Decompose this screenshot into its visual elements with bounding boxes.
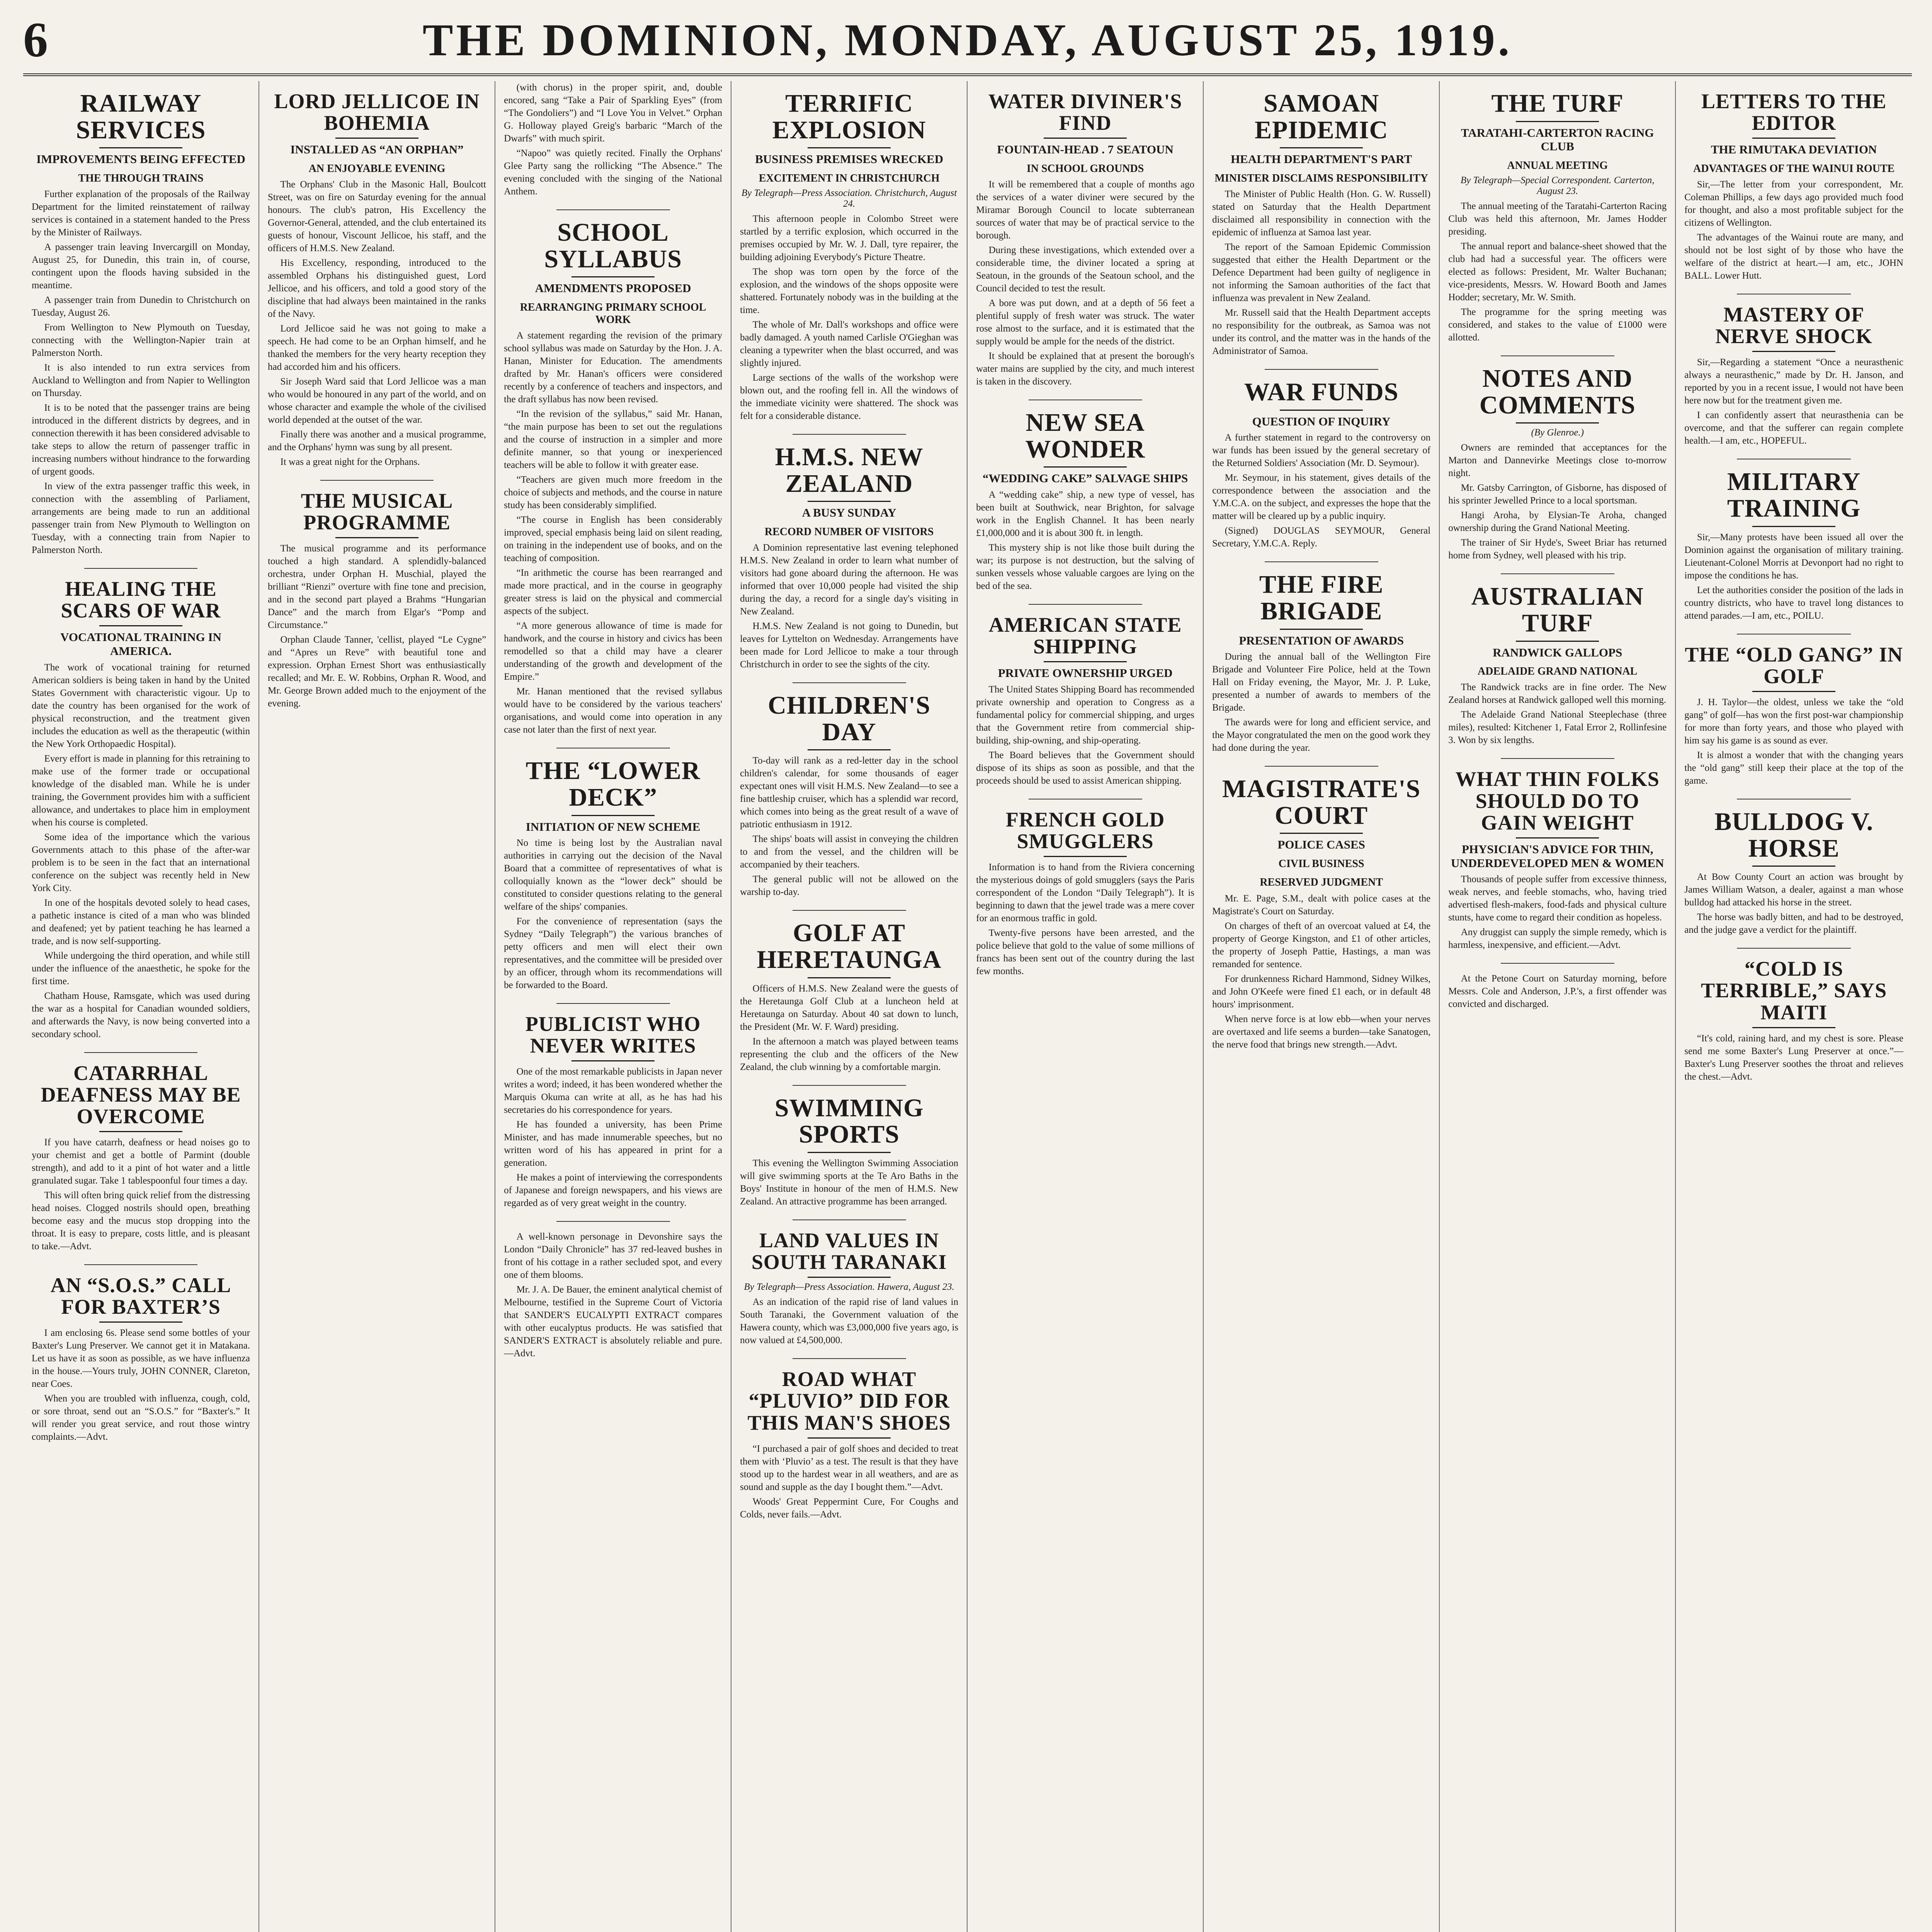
article-subheading: INITIATION OF NEW SCHEME: [526, 820, 701, 833]
article-paragraph: In one of the hospitals devoted solely to head cases, a pathetic instance is cited of a man who was blinded and deafened; yet by patient teaching he has learned a trade, and is now self-supporting.: [32, 897, 250, 946]
headline-rule: [335, 537, 418, 538]
article-paragraph: A Dominion representative last evening telephoned H.M.S. New Zealand in order to learn what number of visitors had gone aboard during the afternoon. He was informed that over 10,000 people had visited the ship during the day, a record for a single day's visiting in New Zealand.: [740, 543, 959, 617]
article: [1684, 304, 1903, 447]
article-separator: [1501, 355, 1614, 356]
article-headline: THE FIRE BRIGADE: [1259, 570, 1384, 625]
article-paragraph: Mr. Seymour, in his statement, gives details of the correspondence between the association and the Y.M.C.A. on the subject, and expresses the hope that the matter will be cleared up by a public inquiry.: [1212, 473, 1431, 522]
article-headline: AN “S.O.S.” CALL FOR BAXTER’S: [50, 1274, 231, 1319]
article-paragraph: In the afternoon a match was played between teams representing the club and the officers of the New Zealand, the club winning by a comfortable margin.: [740, 1036, 959, 1072]
article: [1684, 958, 1903, 1083]
newspaper-columns: [23, 81, 1912, 1932]
article-paragraph: The Orphans' Club in the Masonic Hall, Boulcott Street, was on fire on Saturday evening for the annual honours. The club's patron, His Excellency the Governor-General, attended, and the club entertained its guests of honour, Viscount Jellicoe, his staff, and the officers of H.M.S. New Zealand.: [268, 179, 486, 254]
article: [1448, 583, 1667, 747]
article-paragraph: Lord Jellicoe said he was not going to make a speech. He had come to be an Orphan himself, and he thanked the members for the very hearty reception they had accorded him and his officers.: [268, 323, 486, 372]
article-paragraph: At Bow County Court an action was brought by James William Watson, a dealer, against a man whose bulldog had attacked his horse in the street.: [1684, 872, 1903, 908]
headline-rule: [1280, 833, 1363, 834]
headline-rule: [1752, 866, 1835, 867]
headline-rule: [1752, 1027, 1835, 1028]
article-paragraph: It should be explained that at present the borough's water mains are supplied by the city, and much interest is taken in the discovery.: [976, 351, 1195, 387]
article-byline: By Telegraph—Press Association. Hawera, August 23.: [744, 1282, 954, 1293]
article-subheading: THE THROUGH TRAINS: [78, 172, 204, 184]
article-paragraph: H.M.S. New Zealand is not going to Dunedin, but leaves for Lyttelton on Wednesday. Arrangements have been made for Lord Jellicoe to make a tour through Christchurch in order to see the sights of the city.: [740, 621, 959, 670]
headline-rule: [808, 977, 891, 978]
article-paragraph: It was a great night for the Orphans.: [280, 457, 420, 468]
article-paragraph: On charges of theft of an overcoat valued at £4, the property of George Kingston, and £1 of other articles, the property of Joseph Pattie, Hastings, a man was remanded for sentence.: [1212, 920, 1431, 969]
article-paragraph: Information is to hand from the Riviera concerning the mysterious doings of gold smugglers (says the Paris correspondent of the London “Daily Telegraph”). It is beginning to dawn that the jewel trade was a mere cover for an enormous traffic in gold.: [976, 862, 1195, 924]
headline-rule: [1044, 661, 1127, 662]
newspaper-column-4: [731, 81, 968, 1932]
headline-rule: [1044, 138, 1127, 139]
article-separator: [84, 1264, 198, 1265]
article: [976, 809, 1194, 978]
article-separator: [556, 209, 670, 210]
article-separator: [1265, 369, 1378, 370]
article-separator: [556, 1003, 670, 1004]
article-separator: [1501, 573, 1614, 574]
headline-rule: [1044, 466, 1127, 468]
article-headline: PUBLICIST WHO NEVER WRITES: [525, 1012, 701, 1058]
headline-rule: [1280, 410, 1363, 411]
article: [504, 81, 722, 198]
article: [740, 90, 958, 422]
article: [1212, 571, 1430, 754]
article-separator: [1501, 963, 1614, 964]
article-paragraph: A passenger train from Dunedin to Christchurch on Tuesday, August 26.: [32, 295, 250, 318]
article-paragraph: One of the most remarkable publicists in Japan never writes a word; indeed, it has been wondered whether the Marquis Okuma can write at all, as he has had his secretaries do his correspondence for years.: [504, 1066, 723, 1116]
article-headline: THE MUSICAL PROGRAMME: [301, 489, 453, 534]
article-paragraph: The shop was torn open by the force of the explosion, and the windows of the shops opposite were shattered. Fortunately nobody was in the building at the time.: [740, 267, 959, 316]
article-separator: [1501, 758, 1614, 759]
article-paragraph: Mr. Russell said that the Health Department accepts no responsibility for the outbreak, as Samoa was not under its control, and the matter was in the hands of the Administrator of Samoa.: [1212, 308, 1431, 357]
article-paragraph: Sir Joseph Ward said that Lord Jellicoe was a man who would be honoured in any part of the world, and on whose character and example the whole of the civilised world depended at the outset of the war.: [268, 376, 486, 425]
article-paragraph: The work of vocational training for returned American soldiers is being taken in hand by the United States Government with characteristic vigour. Up to date the country has been organised for the work of physical reconstruction, and the treatment given includes the education as well as the therapeutic (within the New York Orthopaedic Hospital).: [32, 662, 250, 749]
article-headline: MILITARY TRAINING: [1727, 468, 1861, 523]
article-paragraph: “The course in English has been considerably improved, special emphasis being laid on silent reading, on training in the independent use of books, and on the teaching of composition.: [504, 515, 723, 564]
article-headline: NEW SEA WONDER: [1025, 408, 1145, 463]
article-paragraph: It is to be noted that the passenger trains are being introduced in the different districts by degrees, and in connection therewith it has been considered advisable to take steps to allow the return of passenger traffic in increasing numbers without hindrance to the forwarding of urgent goods.: [32, 403, 250, 477]
article-headline: WAR FUNDS: [1244, 378, 1399, 406]
article-paragraph: This afternoon people in Colombo Street were startled by a terrific explosion, which occurred in the premises occupied by Mr. W. J. Dall, tyre repairer, the building adjoining Everybody's Picture Theatre.: [740, 214, 959, 263]
article-subheading: THE RIMUTAKA DEVIATION: [1711, 143, 1877, 156]
newspaper-title: THE DOMINION, MONDAY, AUGUST 25, 1919.: [422, 15, 1513, 65]
article: [1212, 90, 1430, 357]
article-separator: [793, 434, 906, 435]
article-headline: AUSTRALIAN TURF: [1471, 582, 1644, 637]
headline-rule: [571, 815, 655, 816]
article-paragraph: At the Petone Court on Saturday morning, before Messrs. Cole and Anderson, J.P.'s, a first offender was convicted and discharged.: [1448, 973, 1667, 1010]
article-paragraph: A well-known personage in Devonshire says the London “Daily Chronicle” has 37 red-leaved bushes in front of his cottage in a rather secluded spot, and every one of them blooms.: [504, 1231, 723, 1281]
article-headline: SAMOAN EPIDEMIC: [1254, 89, 1388, 144]
article-headline: AMERICAN STATE SHIPPING: [988, 613, 1182, 658]
article-separator: [84, 568, 198, 569]
headline-rule: [808, 147, 891, 148]
article-headline: RAILWAY SERVICES: [76, 89, 206, 144]
article-paragraph: Owners are reminded that acceptances for the Marton and Dannevirke Meetings close to-morrow night.: [1448, 442, 1667, 479]
article-paragraph: Large sections of the walls of the workshop were blown out, and the roofing fell in. All the windows of the immediate vicinity were shattered. The shock was felt for a considerable distance.: [740, 372, 959, 422]
article-headline: NOTES AND COMMENTS: [1479, 364, 1636, 419]
article-paragraph: Officers of H.M.S. New Zealand were the guests of the Heretaunga Golf Club at a luncheon held at Heretaunga on Saturday. About 40 sat down to lunch, the President (Mr. W. F. Ward) presiding.: [740, 983, 959, 1032]
article-separator: [793, 1219, 906, 1220]
article-paragraph: While undergoing the third operation, and while still under the influence of the anaesthetic, he spoke for the first time.: [32, 950, 250, 986]
article-paragraph: For the convenience of representation (says the Sydney “Daily Telegraph”) the various branches of petty officers and men will elect their own representatives, and the committee will be presided over by an officer, through whom its recommendations will be forwarded to the Board.: [504, 916, 723, 991]
masthead: [23, 8, 1912, 76]
article-paragraph: “In arithmetic the course has been rearranged and made more practical, and in the course in geography greater stress is laid on the physical and commercial aspects of the subject.: [504, 568, 723, 617]
article-paragraph: The annual report and balance-sheet showed that the club had had a successful year. The officers were elected as follows: President, Mr. Walter Buchanan; vice-presidents, Messrs. W. Howard Booth and James Hodder; secretary, Mr. W. Smith.: [1448, 241, 1667, 303]
article-headline: THE TURF: [1491, 89, 1624, 117]
article: [504, 1013, 722, 1209]
article-paragraph: Further explanation of the proposals of the Railway Department for the limited reinstatement of railway services is contained in a statement handed to the Press by the Minister of Railways.: [32, 189, 250, 238]
article-headline: MAGISTRATE'S COURT: [1222, 775, 1421, 830]
article-subheading: RANDWICK GALLOPS: [1493, 645, 1622, 659]
article-paragraph: To-day will rank as a red-letter day in the school children's calendar, for some thousands of eager expectant ones will visit H.M.S. New Zealand—to see a fine battleship cruiser, which has a splendid war record, which comes into being as the great result of a wave of patriotic enthusiasm in 1912.: [740, 755, 959, 830]
article-paragraph: The advantages of the Wainui route are many, and should not be lost sight of by those who have the welfare of the district at heart.—I am, etc., JOHN BALL. Lower Hutt.: [1684, 232, 1903, 281]
article-subheading: HEALTH DEPARTMENT'S PART: [1231, 152, 1412, 166]
article: [32, 1062, 250, 1253]
article-paragraph: As an indication of the rapid rise of land values in South Taranaki, the Government valuation of the Hawera county, which was £3,000,000 five years ago, is now valued at £4,500,000.: [740, 1297, 959, 1346]
article: [740, 1230, 958, 1347]
article-paragraph: From Wellington to New Plymouth on Tuesday, connecting with the Wellington-Napier train at Palmerston North.: [32, 322, 250, 359]
article-subheading: AN ENJOYABLE EVENING: [308, 162, 446, 175]
page-number: 6: [23, 12, 48, 67]
article-subheading: TARATAHI-CARTERTON RACING CLUB: [1461, 126, 1654, 153]
article-subheading: MINISTER DISCLAIMS RESPONSIBILITY: [1214, 172, 1428, 184]
article-paragraph: He makes a point of interviewing the correspondents of Japanese and foreign newspapers, and his views are regarded as of very great weight in the country.: [504, 1172, 723, 1209]
article-subheading: VOCATIONAL TRAINING IN AMERICA.: [60, 630, 221, 658]
article: [1212, 379, 1430, 550]
article: [504, 758, 722, 992]
newspaper-column-5: [968, 81, 1204, 1932]
article-paragraph: Hangi Aroha, by Elysian-Te Aroha, changed ownership during the Grand National Meeting.: [1448, 510, 1667, 534]
headline-rule: [808, 1277, 891, 1278]
article-paragraph: Mr. J. A. De Bauer, the eminent analytical chemist of Melbourne, testified in the Supreme Court of Victoria that SANDER'S EUCALYPTI EXTRACT compares with other eucalyptus products. He was satisfied that SANDER'S EXTRACT is absolutely reliable and pure.—Advt.: [504, 1284, 723, 1359]
newspaper-column-1: [23, 81, 259, 1932]
article-paragraph: For drunkenness Richard Hammond, Sidney Wilkes, and John O'Keefe were fined £1 each, or in default 48 hours' imprisonment.: [1212, 973, 1431, 1010]
article-paragraph: “I purchased a pair of golf shoes and decided to treat them with ‘Pluvio’ as a test. The result is that they have stood up to the hardest wear in all weathers, and are as sound and supple as the day I bought them.”—Advt.: [740, 1443, 959, 1492]
article: [740, 692, 958, 898]
article-paragraph: It is almost a wonder that with the changing years the “old gang” still keep their place at the top of the game.: [1684, 750, 1903, 786]
article-paragraph: Let the authorities consider the position of the lads in country districts, who have to travel long distances to attend parades.—I am, etc., POILU.: [1684, 585, 1903, 621]
article-paragraph: The horse was badly bitten, and had to be destroyed, and the judge gave a verdict for the plaintiff.: [1684, 912, 1903, 935]
article-separator: [793, 1358, 906, 1359]
article-paragraph: “In the revision of the syllabus,” said Mr. Hanan, “the main purpose has been to set out the regulations and the course of instruction in a simpler and more definite manner, so that young or inexperienced teachers will be able to follow it with greater ease.: [504, 409, 723, 471]
article-headline: GOLF AT HERETAUNGA: [757, 919, 942, 974]
article-separator: [1029, 604, 1142, 605]
article-paragraph: During the annual ball of the Wellington Fire Brigade and Volunteer Fire Police, held at the Town Hall on Friday evening, the Mayor, Mr. J. P. Luke, presented a number of awards to members of the Brigade.: [1212, 651, 1431, 713]
article-headline: SWIMMING SPORTS: [774, 1094, 924, 1149]
article-separator: [84, 1052, 198, 1053]
article: [976, 410, 1194, 592]
headline-rule: [1752, 138, 1835, 139]
article-paragraph: The Board believes that the Government should dispose of its ships as soon as possible, and that the proceeds should be used to assist American shipping.: [976, 750, 1195, 786]
article-paragraph: Woods' Great Peppermint Cure, For Coughs and Colds, never fails.—Advt.: [740, 1496, 959, 1520]
article: [1448, 90, 1667, 344]
headline-rule: [99, 625, 182, 626]
article-paragraph: This will often bring quick relief from the distressing head noises. Clogged nostrils should open, breathing become easy and the mucus stop dropping into the throat. It is easy to prepare, costs little, and is pleasant to take.—Advt.: [32, 1190, 250, 1252]
headline-rule: [1280, 147, 1363, 148]
headline-rule: [1044, 856, 1127, 857]
article-subheading: POLICE CASES: [1277, 838, 1365, 852]
article-subheading: RESERVED JUDGMENT: [1260, 876, 1383, 889]
article-paragraph: Mr. Hanan mentioned that the revised syllabus would have to be considered by the various teachers' organisations, and would come into operation in any case not later than the first of next year.: [504, 686, 723, 735]
article-paragraph: The general public will not be allowed on the warship to-day.: [740, 874, 959, 898]
article-paragraph: “It's cold, raining hard, and my chest is sore. Please send me some Baxter's Lung Preserver at once.”—Baxter's Lung Preserver soothes the throat and relieves the chest.—Advt.: [1684, 1033, 1903, 1082]
article-separator: [793, 1085, 906, 1086]
article: [740, 444, 958, 671]
article-paragraph: It will be remembered that a couple of months ago the services of a water diviner were secured by the Miramar Borough Council to locate subterranean sources of water that may be of practical service to the borough.: [976, 179, 1195, 241]
article-subheading: IMPROVEMENTS BEING EFFECTED: [36, 152, 245, 166]
article-byline: By Telegraph—Press Association. Christchurch, August 24.: [741, 188, 957, 209]
article-headline: BULLDOG V. HORSE: [1714, 808, 1874, 862]
article: [504, 1230, 722, 1360]
article-headline: THE “LOWER DECK”: [526, 757, 701, 811]
article: [1448, 366, 1667, 562]
article-paragraph: He has founded a university, has been Prime Minister, and has made innumerable speeches, but no written word of his has appeared in print for a generation.: [504, 1119, 723, 1168]
headline-rule: [1516, 837, 1599, 838]
article-separator: [793, 910, 906, 911]
article-paragraph: Every effort is made in planning for this retraining to make use of the former trade or occupational knowledge of the disabled man. While he is under training, the Government provides him with a sufficient allowance, and undertakes to place him in employment when his course is completed.: [32, 753, 250, 828]
headline-rule: [99, 1131, 182, 1132]
article-paragraph: The programme for the spring meeting was considered, and stakes to the value of £1000 were allotted.: [1448, 307, 1667, 343]
headline-rule: [808, 749, 891, 750]
newspaper-column-6: [1204, 81, 1440, 1932]
article-paragraph: A statement regarding the revision of the primary school syllabus was made on Saturday by the Hon. J. A. Hanan, Minister for Education. The amendments drafted by Mr. Hanan's officers were considered recently by a conference of teachers and inspectors, and the draft syllabus has now been revised.: [504, 330, 723, 405]
newspaper-column-8: [1676, 81, 1912, 1932]
article-paragraph: The whole of Mr. Dall's workshops and office were badly damaged. A youth named Carlisle O'Gieghan was cleaning a typewriter when the blast occurred, and was slightly injured.: [740, 320, 959, 369]
article-subheading: EXCITEMENT IN CHRISTCHURCH: [759, 172, 940, 184]
article-byline: By Telegraph—Special Correspondent. Carterton, August 23.: [1460, 175, 1655, 197]
article-separator: [1737, 948, 1851, 949]
article-paragraph: The United States Shipping Board has recommended private ownership and operation to Congress as a fundamental policy for commercial shipping, and urges that the Government retire from commercial ship-building, ship-owning, and ship-operating.: [976, 684, 1195, 746]
headline-rule: [1752, 691, 1835, 692]
article-subheading: REARRANGING PRIMARY SCHOOL WORK: [520, 301, 706, 326]
article-paragraph: Some idea of the importance which the various Governments attach to this phase of the after-war problem is to be seen in the fact that an international conference on the subject was recently held in New York City.: [32, 832, 250, 893]
article-paragraph: Any druggist can supply the simple remedy, which is harmless, inexpensive, and efficient.—Advt.: [1448, 927, 1667, 951]
article-paragraph: If you have catarrh, deafness or head noises go to your chemist and get a bottle of Parmint (double strength), and add to it a pint of hot water and a little granulated sugar. Take 1 tablespoonful four times a day.: [32, 1137, 250, 1186]
article-separator: [1265, 561, 1378, 562]
article-subheading: PRESENTATION OF AWARDS: [1239, 633, 1404, 647]
article: [1684, 809, 1903, 936]
article-headline: THE “OLD GANG” IN GOLF: [1685, 643, 1903, 688]
article-paragraph: Orphan Claude Tanner, 'cellist, played “Le Cygne” and “Apres un Reve” with beautiful tone and expression. Orphan Ernest Short was enthusiastically recalled; and Mr. E. W. Robbins, Orphan R. Wood, and Mr. George Brown added much to the enjoyment of the evening.: [268, 634, 486, 709]
article-paragraph: The Adelaide Grand National Steeplechase (three miles), resulted: Kitchener 1, Fatal Error 2, Rollinfesine 3. Won by six lengths.: [1448, 709, 1667, 746]
article-paragraph: A “wedding cake” ship, a new type of vessel, has been built at Southwick, near Brighton, for salvage work in the English Channel. It has been nearly £1,000,000 and it is about 300 ft. in length.: [976, 490, 1195, 539]
article-paragraph: “A more generous allowance of time is made for handwork, and the course in history and civics has been remodelled so that a child may have a clearer understanding of the growth and development of the Empire.”: [504, 621, 723, 682]
article-paragraph: A bore was put down, and at a depth of 56 feet a plentiful supply of fresh water was struck. The water rose almost to the surface, and it is estimated that the supply would be ample for the needs of the district.: [976, 298, 1195, 347]
article: [1684, 90, 1903, 282]
headline-rule: [1516, 641, 1599, 642]
article-headline: H.M.S. NEW ZEALAND: [775, 443, 923, 498]
article-subheading: ADVANTAGES OF THE WAINUI ROUTE: [1693, 162, 1895, 175]
article-subheading: BUSINESS PREMISES WRECKED: [755, 152, 944, 166]
article-headline: LETTERS TO THE EDITOR: [1701, 90, 1887, 135]
article-paragraph: Finally there was another and a musical programme, and the Orphans' hymn was sung by all present.: [268, 429, 486, 453]
article-paragraph: This mystery ship is not like those built during the war; its purpose is not destruction, but the salving of sunken vessels whose valuable cargoes are lying on the bed of the sea.: [976, 543, 1195, 592]
article-paragraph: J. H. Taylor—the oldest, unless we take the “old gang” of golf—has won the first post-war championship for more than forty years, and those who played with him say his game is as sound as ever.: [1684, 697, 1903, 746]
article-headline: CATARRHAL DEAFNESS MAY BE OVERCOME: [41, 1061, 241, 1128]
article: [32, 1274, 250, 1443]
article-paragraph: No time is being lost by the Australian naval authorities in carrying out the decision of the Naval Board that a committee of representatives of what is colloquially known as the “lower deck” should be constituted to consider questions relating to the general welfare of the ships' companies.: [504, 838, 723, 912]
article-paragraph: During these investigations, which extended over a considerable time, the diviner located a spring at Seatoun, in the grounds of the Seatoun school, and the Council decided to test the result.: [976, 245, 1195, 294]
article-paragraph: Mr. Gatsby Carrington, of Gisborne, has disposed of his sprinter Jewelled Prince to a local sportsman.: [1448, 483, 1667, 506]
newspaper-column-2: [259, 81, 495, 1932]
article: [740, 920, 958, 1073]
article: [32, 578, 250, 1041]
article: [504, 219, 722, 736]
article-headline: HEALING THE SCARS OF WAR: [61, 577, 221, 622]
article-paragraph: (Signed) DOUGLAS SEYMOUR, General Secretary, Y.M.C.A. Reply.: [1212, 526, 1431, 549]
article-paragraph: It is also intended to run extra services from Auckland to Wellington and from Napier to Wellington on Thursday.: [32, 362, 250, 399]
article-headline: LORD JELLICOE IN BOHEMIA: [274, 90, 480, 135]
article-headline: SCHOOL SYLLABUS: [544, 218, 682, 273]
article-paragraph: “Teachers are given much more freedom in the choice of subjects and methods, and the course in nature study has been considerably simplified.: [504, 474, 723, 511]
article-paragraph: I can confidently assert that neurasthenia can be overcome, and that the sufferer can regain complete health.—I am, etc., HOPEFUL.: [1684, 410, 1903, 446]
article-byline: (By Glenroe.): [1531, 427, 1584, 438]
headline-rule: [99, 1321, 182, 1323]
article-separator: [320, 480, 434, 481]
headline-rule: [99, 147, 182, 148]
headline-rule: [808, 1152, 891, 1153]
headline-rule: [808, 501, 891, 502]
headline-rule: [1752, 526, 1835, 527]
article-subheading: A BUSY SUNDAY: [802, 506, 896, 520]
article-headline: MASTERY OF NERVE SHOCK: [1715, 303, 1872, 348]
article: [1212, 776, 1430, 1051]
article-headline: ROAD WHAT “PLUVIO” DID FOR THIS MAN'S SHOES: [747, 1367, 951, 1434]
article-headline: WHAT THIN FOLKS SHOULD DO TO GAIN WEIGHT: [1455, 767, 1660, 834]
article-subheading: QUESTION OF INQUIRY: [1252, 414, 1391, 428]
headline-rule: [571, 276, 655, 277]
article-subheading: RECORD NUMBER OF VISITORS: [764, 526, 934, 538]
article-paragraph: Chatham House, Ramsgate, which was used during the war as a hospital for Canadian wounded soldiers, and afterwards the Navy, is now being converted into a secondary school.: [32, 990, 250, 1039]
article-paragraph: The Randwick tracks are in fine order. The New Zealand horses at Randwick galloped well this morning.: [1448, 682, 1667, 706]
article-paragraph: Thousands of people suffer from excessive thinness, weak nerves, and feeble stomachs, who, having tried advertised flesh-makers, food-fads and physical culture stunts, have come to regard their condition as hopeless.: [1448, 874, 1667, 923]
headline-rule: [1516, 422, 1599, 423]
article-paragraph: The Minister of Public Health (Hon. G. W. Russell) stated on Saturday that the Health Department disclaimed all responsibility in connection with the epidemic of influenza at Samoa last year.: [1212, 189, 1431, 238]
article-paragraph: The annual meeting of the Taratahi-Carterton Racing Club was held this afternoon, Mr. James Hodder presiding.: [1448, 201, 1667, 237]
article-paragraph: Twenty-five persons have been arrested, and the police believe that gold to the value of some millions of francs has been sent out of the country during the last few months.: [976, 928, 1195, 977]
article-headline: FRENCH GOLD SMUGGLERS: [1005, 808, 1165, 853]
article-subheading: IN SCHOOL GROUNDS: [1026, 162, 1144, 175]
article-paragraph: “Napoo” was quietly recited. Finally the Orphans' Glee Party sang the rollicking “The Absence.” The evening concluded with the singing of the National Anthem.: [504, 148, 723, 197]
article-paragraph: When you are troubled with influenza, cough, cold, or sore throat, send out an “S.O.S.” for “Baxter's.” It will render you great service, and rout those wintry complaints.—Advt.: [32, 1393, 250, 1442]
article-separator: [1265, 766, 1378, 767]
article-paragraph: Mr. E. Page, S.M., dealt with police cases at the Magistrate's Court on Saturday.: [1212, 893, 1431, 917]
article: [740, 1095, 958, 1208]
article-paragraph: Sir,—Many protests have been issued all over the Dominion against the organisation of military training. Lieutenant-Colonel Morris at Devonport had no right to impose the conditions he has.: [1684, 532, 1903, 581]
article: [740, 1368, 958, 1520]
article: [976, 614, 1194, 787]
article: [1448, 972, 1667, 1010]
article-subheading: ADELAIDE GRAND NATIONAL: [1478, 665, 1638, 678]
article-paragraph: When nerve force is at low ebb—when your nerves are overtaxed and life seems a burden—take Sanatogen, the nerve food that brings new strength.—Advt.: [1212, 1014, 1431, 1050]
article-paragraph: The musical programme and its performance touched a high standard. A splendidly-balanced orchestra, under Orphan H. Muschial, played the brilliant “Rienzi” overture with fine tone and precision, and in the second part played a Brahms “Hungarian Dance” and the march from Elgar's “Pomp and Circumstance.”: [268, 543, 486, 631]
article: [1684, 644, 1903, 787]
article-subheading: PRIVATE OWNERSHIP URGED: [998, 666, 1173, 680]
article: [1684, 469, 1903, 622]
article-paragraph: A further statement in regard to the controversy on war funds has been issued by the general secretary of the Returned Soldiers' Association (Mr. D. Seymour).: [1212, 432, 1431, 469]
article-paragraph: Sir,—The letter from your correspondent, Mr. Coleman Phillips, a few days ago provided much food for thought, and also a most profitable subject for the citizens of Wellington.: [1684, 179, 1903, 228]
article-subheading: CIVIL BUSINESS: [1278, 858, 1364, 870]
article-headline: “COLD IS TERRIBLE,” SAYS MAITI: [1701, 957, 1887, 1024]
article-paragraph: The report of the Samoan Epidemic Commission suggested that either the Health Department or the Defence Department had been guilty of negligence in not informing the Samoan authorities of the fact that influenza was prevalent in New Zealand.: [1212, 242, 1431, 304]
article-subheading: AMENDMENTS PROPOSED: [535, 281, 691, 295]
newspaper-column-3: [495, 81, 731, 1932]
article-paragraph: The ships' boats will assist in conveying the children to and from the vessel, and the children will be accompanied by their teachers.: [740, 834, 959, 870]
article-headline: CHILDREN'S DAY: [768, 691, 930, 746]
article-separator: [556, 1221, 670, 1222]
article-paragraph: His Excellency, responding, introduced to the assembled Orphans his distinguished guest, Lord Jellicoe, and his officers, and told a good story of the discipline that had always been maintained in the ranks of the Navy.: [268, 258, 486, 320]
article-paragraph: In view of the extra passenger traffic this week, in connection with the assembling of Parliament, arrangements are being made to run an additional passenger train from New Plymouth to Wellington on Tuesday, with a connecting train from Napier to Palmerston North.: [32, 481, 250, 556]
article-paragraph: This evening the Wellington Swimming Association will give swimming sports at the Te Aro Baths in the Boys' Institute in honour of the men of H.M.S. New Zealand. An attractive programme has been arranged.: [740, 1158, 959, 1207]
article-paragraph: The trainer of Sir Hyde's, Sweet Briar has returned home from Sydney, well pleased with his trip.: [1448, 537, 1667, 561]
article: [268, 90, 486, 468]
article: [976, 90, 1194, 388]
article-subheading: FOUNTAIN-HEAD . 7 SEATOUN: [997, 143, 1173, 156]
article: [32, 90, 250, 556]
article-subheading: “WEDDING CAKE” SALVAGE SHIPS: [982, 471, 1188, 485]
article-subheading: INSTALLED AS “AN ORPHAN”: [290, 143, 464, 156]
headline-rule: [335, 138, 418, 139]
article-subheading: PHYSICIAN'S ADVICE FOR THIN, UNDERDEVELOPED MEN & WOMEN: [1451, 842, 1664, 870]
headline-rule: [1752, 351, 1835, 352]
article-paragraph: The awards were for long and efficient service, and the Mayor congratulated the men on the good work they had done during the year.: [1212, 717, 1431, 753]
headline-rule: [808, 1437, 891, 1439]
article-headline: TERRIFIC EXPLOSION: [772, 89, 926, 144]
article-paragraph: (with chorus) in the proper spirit, and, double encored, sang “Take a Pair of Sparkling Eyes” (from “The Gondoliers”) and “I Love You in Velvet.” Orphan G. Holloway played Greig's barbaric “March of the Dwarfs” with much spirit.: [504, 82, 723, 144]
article-paragraph: A passenger train leaving Invercargill on Monday, August 25, for Dunedin, this train in, of course, contingent upon the floods having subsided in the meantime.: [32, 242, 250, 291]
article-headline: WATER DIVINER'S FIND: [988, 90, 1182, 135]
headline-rule: [571, 1060, 655, 1061]
article-paragraph: I am enclosing 6s. Please send some bottles of your Baxter's Lung Preserver. We cannot get it in Matakana. Let us have it as soon as possible, as we have influenza in the house.—Yours truly, JOHN CONNER, Clareton, near Coes.: [32, 1328, 250, 1389]
article: [1448, 768, 1667, 951]
article-subheading: ANNUAL MEETING: [1507, 159, 1608, 172]
headline-rule: [1280, 629, 1363, 630]
article-separator: [793, 682, 906, 683]
headline-rule: [1516, 121, 1599, 122]
article-headline: LAND VALUES IN SOUTH TARANAKI: [751, 1228, 947, 1274]
article: [268, 490, 486, 710]
newspaper-column-7: [1440, 81, 1676, 1932]
article-paragraph: Sir,—Regarding a statement “Once a neurasthenic always a neurasthenic,” made by Dr. H. Janson, and reported by you in a recent issue, I would not have been here now but for the treatment given me.: [1684, 357, 1903, 406]
